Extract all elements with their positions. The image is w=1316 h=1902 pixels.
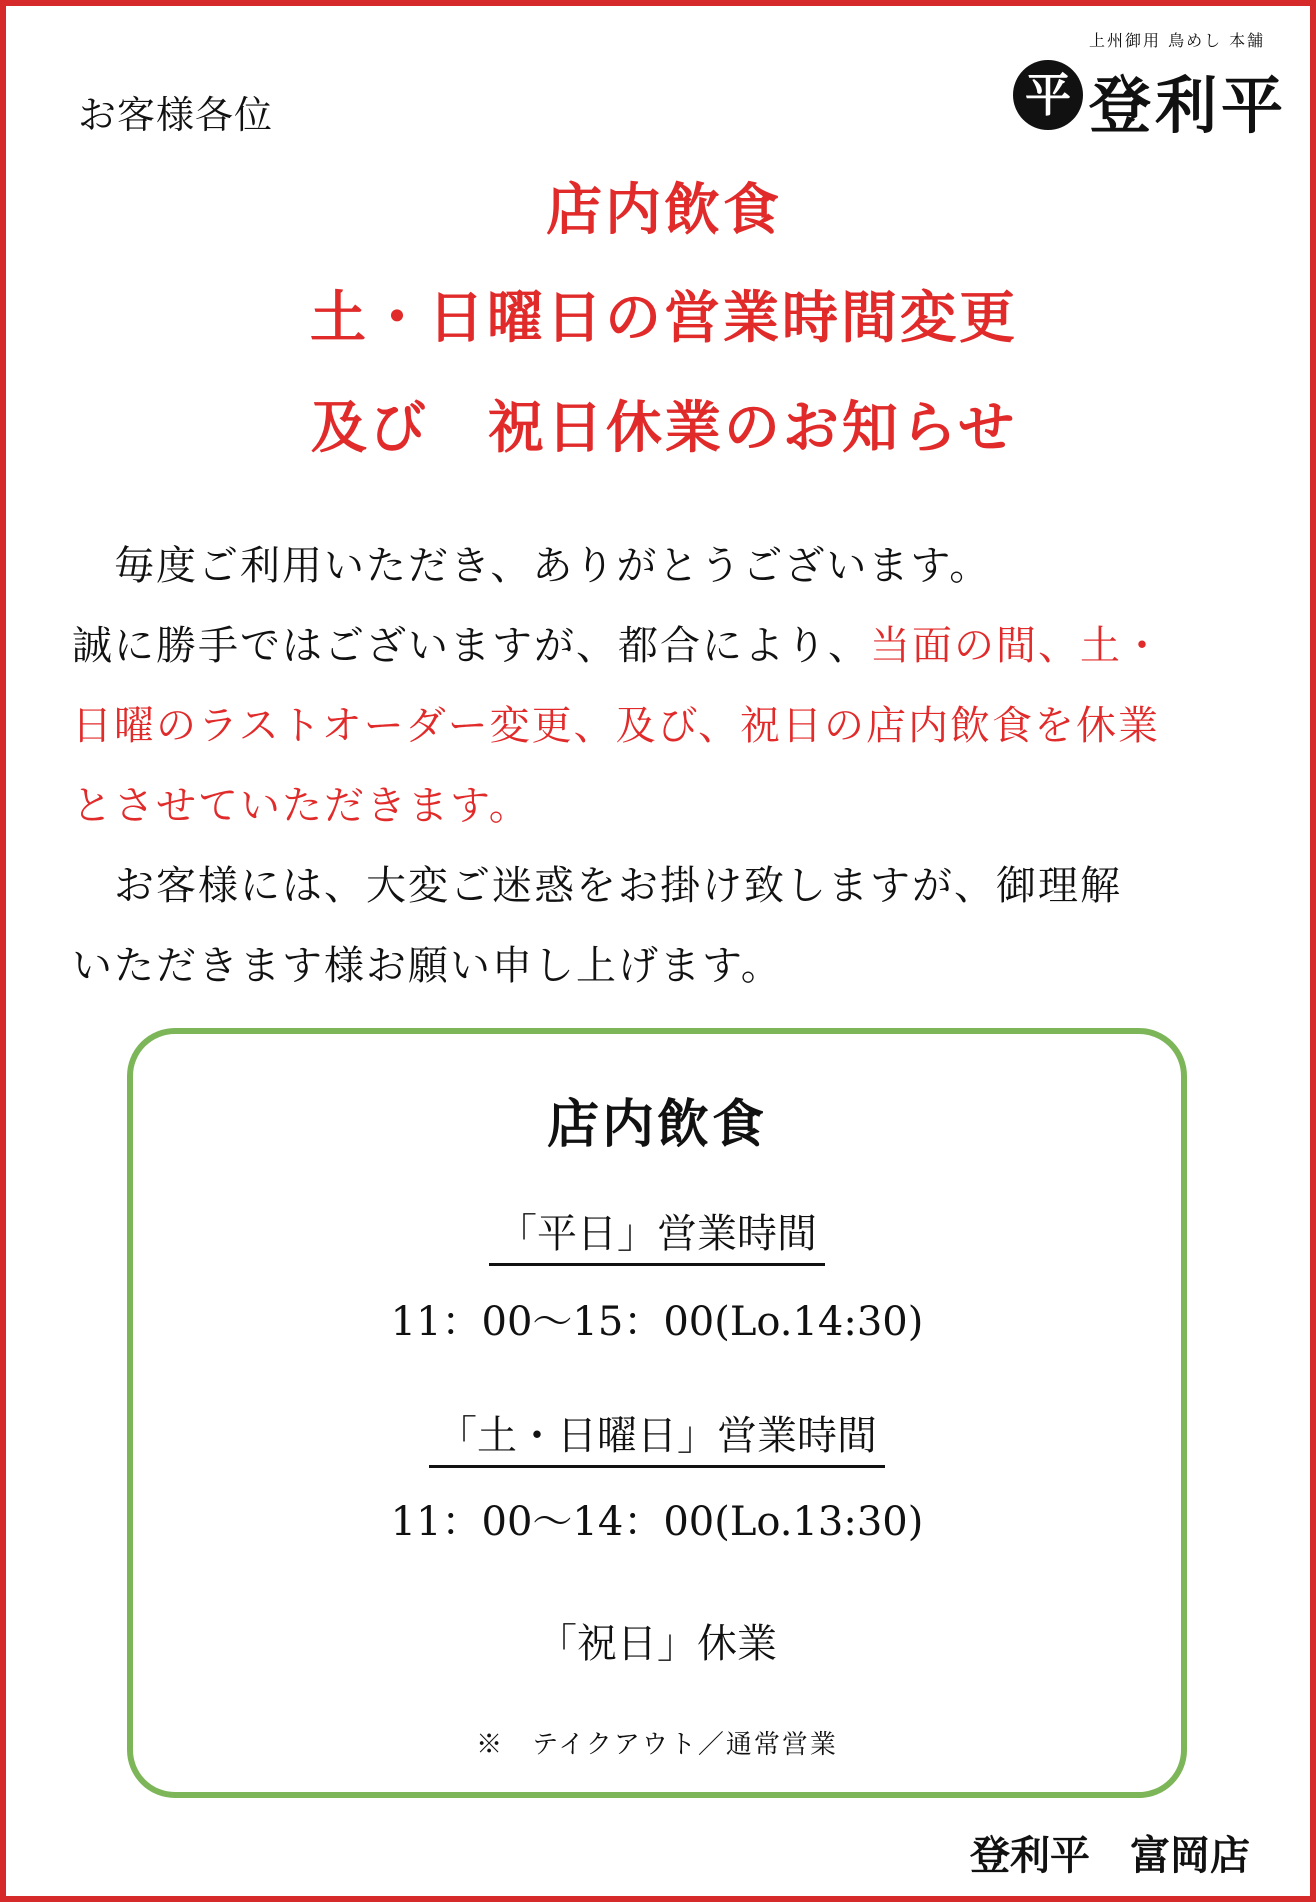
hours-box — [127, 1028, 1187, 1798]
weekday-hours: 11：00～15：00(Lo.14:30) — [390, 1299, 924, 1345]
weekend-hours-row — [133, 1490, 1181, 1547]
notice-highlight-1: 当面の間、土・ — [870, 623, 1164, 669]
logo-tagline: 上州御用 鳥めし 本舗 — [1089, 31, 1266, 50]
apology-line-1: お客様には、大変ご迷惑をお掛け致しますが、御理解 — [72, 863, 1122, 909]
holiday-row — [133, 1612, 1181, 1669]
takeout-note-row — [133, 1724, 1181, 1761]
title-line-2: 土・日曜日の営業時間変更 — [310, 286, 1018, 351]
apology-line-2: いただきます様お願い申し上げます。 — [72, 943, 783, 989]
addressee: お客様各位 — [78, 93, 274, 137]
weekend-label: 「土・日曜日」営業時間 — [429, 1404, 885, 1468]
hours-box-title: 店内飲食 — [546, 1095, 767, 1155]
holiday-closed: 「祝日」休業 — [537, 1621, 777, 1667]
shop-logo — [1011, 24, 1301, 142]
notice-line-1 — [72, 606, 1282, 686]
title-line-1: 店内飲食 — [546, 178, 782, 243]
weekday-label: 「平日」営業時間 — [489, 1202, 825, 1266]
weekend-label-row — [133, 1404, 1181, 1468]
weekday-hours-row — [133, 1290, 1181, 1347]
logo-mark-icon: 平 — [1013, 60, 1083, 130]
greeting-line: 毎度ご利用いただき、ありがとうございます。 — [72, 543, 992, 589]
notice-highlight-2: 日曜のラストオーダー変更、及び、祝日の店内飲食を休業 — [72, 703, 1160, 749]
notice-highlight-3: とさせていただきます。 — [72, 783, 531, 829]
notice-prefix: 誠に勝手ではございますが、都合により、 — [72, 623, 870, 669]
notice-body — [72, 526, 1282, 1006]
logo-name: 登利平 — [1089, 69, 1288, 142]
weekend-hours: 11：00～14：00(Lo.13:30) — [390, 1499, 924, 1545]
shop-signature: 登利平 富岡店 — [970, 1833, 1250, 1879]
title-line-3: 及び 祝日休業のお知らせ — [310, 396, 1018, 461]
takeout-note: ※ テイクアウト／通常営業 — [476, 1730, 838, 1760]
weekday-label-row — [133, 1202, 1181, 1266]
